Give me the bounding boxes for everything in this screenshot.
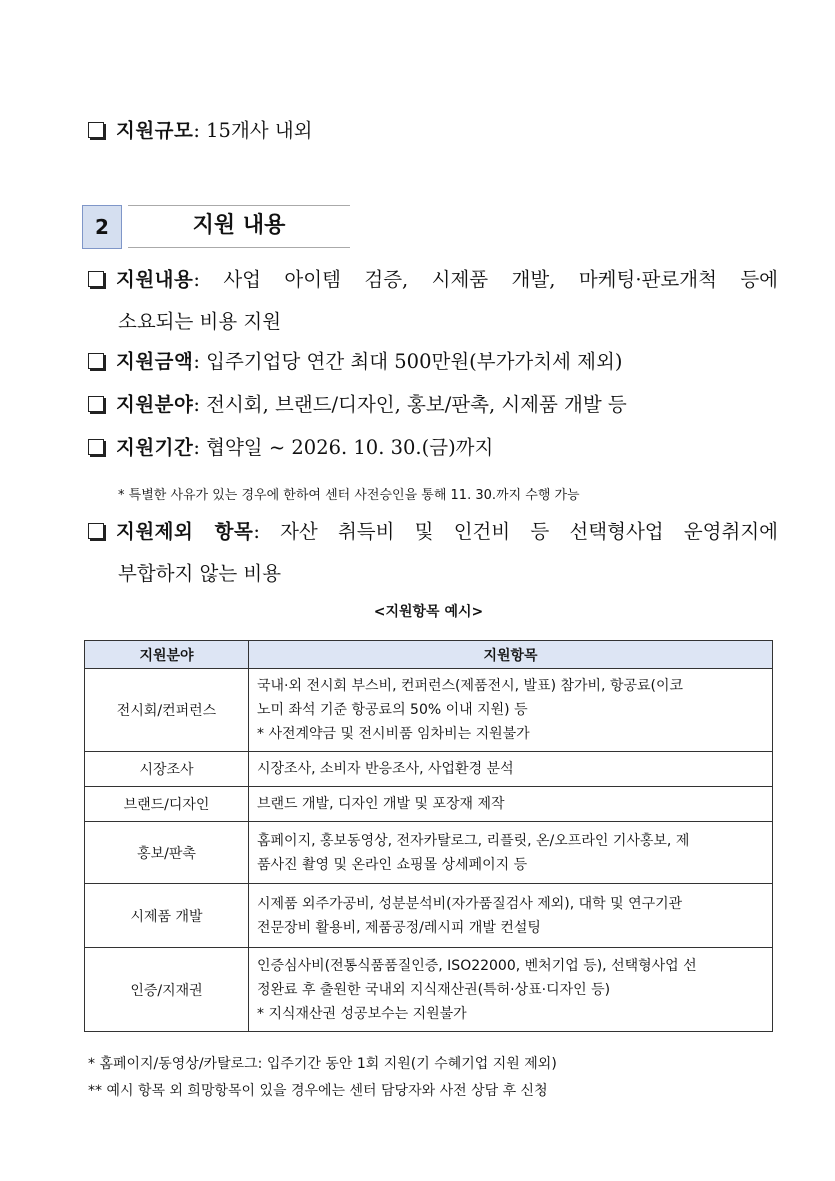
field-text: : 전시회, 브랜드/디자인, 홍보/판촉, 시제품 개발 등 (193, 393, 627, 416)
exclusion-label: 지원제외 항목 (116, 520, 254, 543)
period-item (88, 432, 778, 464)
checkbox-square-icon (88, 439, 104, 455)
table-row (85, 669, 773, 752)
row-line: 시장조사, 소비자 반응조사, 사업환경 분석 (257, 761, 514, 777)
row-field: 시제품 개발 (85, 884, 249, 948)
content-label: 지원내용 (116, 268, 194, 291)
row-line: * 지식재산권 성공보수는 지원불가 (257, 1005, 467, 1022)
row-field: 브랜드/디자인 (85, 787, 249, 822)
row-line: 브랜드 개발, 디자인 개발 및 포장재 제작 (257, 796, 505, 812)
support-items-table (84, 640, 773, 1032)
period-note: * 특별한 사유가 있는 경우에 한하여 센터 사전승인을 통해 11. 30.까지 수행 가능 (118, 488, 580, 503)
exclusion-text: : 자산 취득비 및 인건비 등 선택형사업 운영취지에 (253, 520, 778, 543)
row-line: 국내·외 전시회 부스비, 컨퍼런스(제품전시, 발표) 참가비, 항공료(이코 (257, 678, 684, 694)
row-line: 노미 좌석 기준 항공료의 50% 이내 지원) 등 (257, 702, 528, 718)
row-field: 인증/지재권 (85, 948, 249, 1032)
row-field: 홍보/판촉 (85, 822, 249, 884)
row-items (249, 822, 773, 884)
amount-text: : 입주기업당 연간 최대 500만원(부가가치세 제외) (193, 350, 623, 373)
row-line: 정완료 후 출원한 국내외 지식재산권(특허·상표·디자인 등) (257, 981, 611, 998)
footnote-2: ** 예시 항목 외 희망항목이 있을 경우에는 센터 담당자와 사전 상담 후 신청 (88, 1083, 548, 1099)
table-row (85, 822, 773, 884)
row-line: 시제품 외주가공비, 성분분석비(자가품질검사 제외), 대학 및 연구기관 (257, 895, 683, 912)
content-line2: 소요되는 비용 지원 (118, 310, 282, 333)
period-label: 지원기간 (116, 436, 194, 459)
row-field: 전시회/컨퍼런스 (85, 669, 249, 752)
row-line: 인증심사비(전통식품품질인증, ISO22000, 벤처기업 등), 선택형사업 선 (257, 957, 697, 974)
content-item (88, 264, 778, 338)
row-line: 홈페이지, 홍보동영상, 전자카탈로그, 리플릿, 온/오프라인 기사홍보, 제 (257, 832, 690, 849)
row-items (249, 669, 773, 752)
amount-label: 지원금액 (116, 350, 194, 373)
checkbox-square-icon (88, 271, 104, 287)
row-items (249, 787, 773, 822)
section-header (82, 205, 350, 247)
table-caption: <지원항목 예시> (373, 604, 484, 620)
exclusion-line2: 부합하지 않는 비용 (118, 562, 282, 585)
scale-item (88, 115, 778, 147)
row-items (249, 948, 773, 1032)
period-text: : 협약일 ~ 2026. 10. 30.(금)까지 (193, 436, 494, 459)
section-number: 2 (82, 205, 122, 249)
header-items: 지원항목 (249, 641, 773, 669)
table-row (85, 752, 773, 787)
row-field: 시장조사 (85, 752, 249, 787)
row-items (249, 884, 773, 948)
table-row (85, 948, 773, 1032)
table-row (85, 787, 773, 822)
checkbox-square-icon (88, 353, 104, 369)
field-label: 지원분야 (116, 393, 194, 416)
amount-item (88, 346, 778, 378)
exclusion-item (88, 516, 778, 590)
row-items (249, 752, 773, 787)
header-field: 지원분야 (85, 641, 249, 669)
scale-text: : 15개사 내외 (193, 119, 313, 142)
row-line: 품사진 촬영 및 온라인 쇼핑몰 상세페이지 등 (257, 856, 528, 873)
footnote-1: * 홈페이지/동영상/카탈로그: 입주기간 동안 1회 지원(기 수혜기업 지원 제외) (88, 1056, 557, 1072)
table-row (85, 884, 773, 948)
section-title: 지원 내용 (192, 213, 286, 238)
content-text: : 사업 아이템 검증, 시제품 개발, 마케팅·판로개척 등에 (193, 268, 778, 291)
field-item (88, 389, 778, 421)
content-line1 (88, 264, 778, 296)
checkbox-square-icon (88, 122, 104, 138)
row-line: 전문장비 활용비, 제품공정/레시피 개발 컨설팅 (257, 919, 541, 936)
row-line: * 사전계약금 및 전시비품 임차비는 지원불가 (257, 726, 530, 742)
checkbox-square-icon (88, 396, 104, 412)
scale-label: 지원규모 (116, 119, 194, 142)
table-header-row (85, 641, 773, 669)
checkbox-square-icon (88, 523, 104, 539)
exclusion-line1 (88, 516, 778, 548)
